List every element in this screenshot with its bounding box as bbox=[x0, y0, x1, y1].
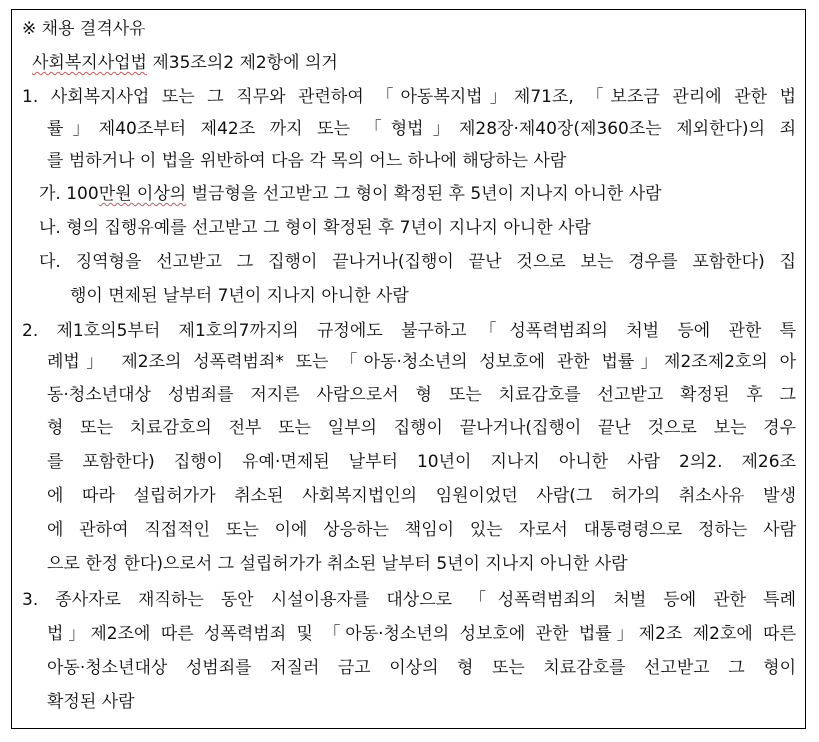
item1-sub-ga-rest: 벌금형을 선고받고 그 형이 확정된 후 5년이 지나지 아니한 사람 bbox=[186, 184, 662, 204]
item2-line4: 형 또는 치료감호의 전부 또는 일부의 집행이 끝나거나(집행이 끝난 것으로 보는 경우 bbox=[47, 418, 796, 438]
legal-basis-law-name: 사회복지사업법 bbox=[32, 53, 147, 73]
item2-line3: 동·청소년대상 성범죄를 저지른 사람으로서 형 또는 치료감호를 선고받고 확정된 후 그 bbox=[47, 385, 796, 405]
item2-line8: 으로 한정 한다)으로서 그 설립허가가 취소된 날부터 5년이 지나지 아니한 사람 bbox=[47, 554, 628, 574]
item2-line7: 에 관하여 직접적인 또는 이에 상응하는 책임이 있는 자로서 대통령령으로 정하는 사람 bbox=[47, 520, 796, 540]
item1-line3: 를 범하거나 이 법을 위반하여 다음 각 목의 어느 하나에 해당하는 사람 bbox=[47, 151, 567, 171]
item2-line6: 에 따라 설립허가가 취소된 사회복지법인의 임원이었던 사람(그 허가의 취소사유 발생 bbox=[47, 486, 796, 506]
legal-basis-rest: 제35조의2 제2항에 의거 bbox=[146, 53, 338, 73]
heading: ※ 채용 결격사유 bbox=[22, 19, 146, 39]
item3-line1: 3. 종사자로 재직하는 동안 시설이용자를 대상으로 「성폭력범죄의 처벌 등에 관한 특례 bbox=[22, 590, 796, 610]
item1-sub-da-line1: 다. 징역형을 선고받고 그 집행이 끝나거나(집행이 끝난 것으로 보는 경우를 포함한다) 집 bbox=[39, 252, 796, 272]
item3-line3: 아동·청소년대상 성범죄를 저질러 금고 이상의 형 또는 치료감호를 선고받고 그 형이 bbox=[47, 658, 796, 678]
item1-line1: 1. 사회복지사업 또는 그 직무와 관련하여 「아동복지법」제71조, 「보조금 관리에 관한 법 bbox=[22, 87, 796, 107]
item3-line2: 법」제2조에 따른 성폭력범죄 및 「아동·청소년의 성보호에 관한 법률」제2조 제2호에 따른 bbox=[47, 624, 796, 644]
item2-line5: 를 포함한다) 집행이 유예·면제된 날부터 10년이 지나지 아니한 사람 2의2. 제26조 bbox=[47, 452, 796, 472]
legal-basis bbox=[32, 51, 338, 75]
item1-sub-na: 나. 형의 집행유예를 선고받고 그 형이 확정된 후 7년이 지나지 아니한 사람 bbox=[39, 218, 591, 238]
item3-line4: 확정된 사람 bbox=[47, 692, 135, 712]
item1-sub-ga-prefix: 가. 100 bbox=[39, 184, 99, 204]
item2-line1: 2. 제1호의5부터 제1호의7까지의 규정에도 불구하고「성폭력범죄의 처벌 등에 관한 특 bbox=[22, 321, 796, 341]
item2-line2: 례법」 제2조의 성폭력범죄* 또는 「아동·청소년의 성보호에 관한 법률」제2조제2호의 아 bbox=[47, 352, 796, 372]
item1-line2: 률」제40조부터 제42조 까지 또는 「형법」제28장·제40장(제360조는 제외한다)의 죄 bbox=[47, 119, 796, 139]
item1-sub-ga bbox=[39, 182, 662, 206]
item1-sub-da-line2: 행이 면제된 날부터 7년이 지나지 아니한 사람 bbox=[70, 286, 409, 306]
disqualification-box bbox=[11, 9, 806, 729]
item1-sub-ga-underlined: 만원 이상의 bbox=[98, 184, 187, 204]
